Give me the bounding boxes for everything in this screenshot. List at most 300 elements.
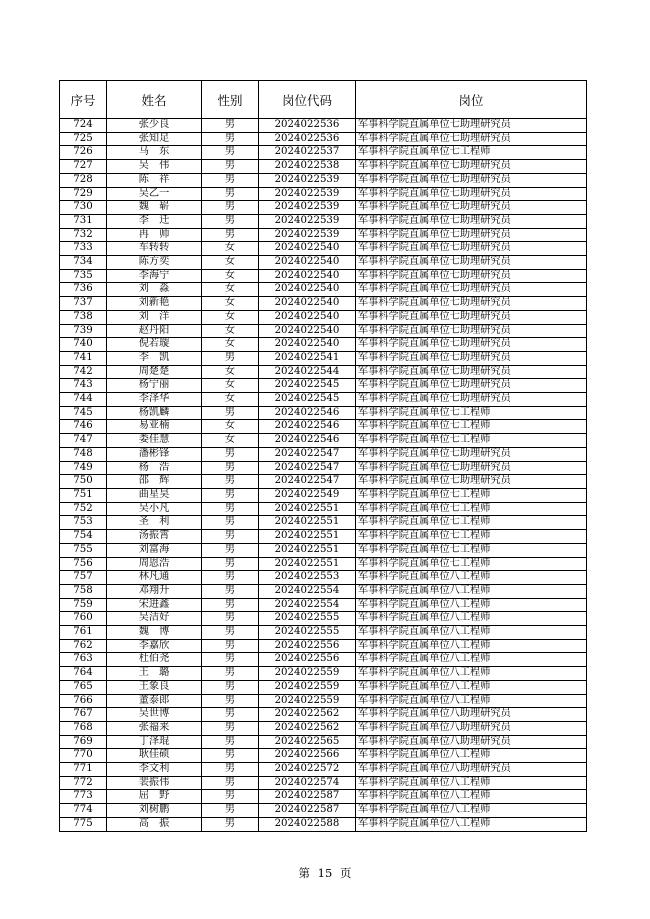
cell-post: 军事科学院直属单位八工程师	[356, 612, 587, 626]
cell-post-code: 2024022536	[259, 132, 356, 146]
table-row	[60, 242, 587, 256]
table-row	[60, 420, 587, 434]
header-row	[60, 81, 587, 119]
cell-index: 775	[60, 817, 107, 831]
cell-name: 李海宁	[107, 269, 202, 283]
cell-post-code: 2024022547	[259, 447, 356, 461]
cell-index: 735	[60, 269, 107, 283]
cell-index: 727	[60, 160, 107, 174]
table-row	[60, 447, 587, 461]
cell-name: 李嘉欣	[107, 639, 202, 653]
cell-name: 刘富海	[107, 543, 202, 557]
cell-post: 军事科学院直属单位七助理研究员	[356, 269, 587, 283]
table-row	[60, 817, 587, 831]
cell-post-code: 2024022566	[259, 749, 356, 763]
cell-name: 刘新艳	[107, 297, 202, 311]
cell-gender: 女	[202, 283, 259, 297]
cell-index: 760	[60, 612, 107, 626]
cell-post-code: 2024022544	[259, 365, 356, 379]
cell-post: 军事科学院直属单位八助理研究员	[356, 708, 587, 722]
cell-post-code: 2024022555	[259, 612, 356, 626]
cell-gender: 女	[202, 338, 259, 352]
cell-index: 769	[60, 735, 107, 749]
cell-post: 军事科学院直属单位七助理研究员	[356, 173, 587, 187]
cell-name: 李 迁	[107, 214, 202, 228]
cell-index: 730	[60, 201, 107, 215]
cell-name: 王象良	[107, 680, 202, 694]
cell-post: 军事科学院直属单位八工程师	[356, 653, 587, 667]
cell-post: 军事科学院直属单位八工程师	[356, 680, 587, 694]
cell-name: 冉 帅	[107, 228, 202, 242]
table-row	[60, 598, 587, 612]
cell-index: 763	[60, 653, 107, 667]
cell-post-code: 2024022556	[259, 639, 356, 653]
cell-post: 军事科学院直属单位七助理研究员	[356, 228, 587, 242]
cell-post: 军事科学院直属单位八工程师	[356, 694, 587, 708]
cell-post: 军事科学院直属单位七助理研究员	[356, 310, 587, 324]
cell-index: 759	[60, 598, 107, 612]
cell-name: 李 凯	[107, 351, 202, 365]
table-row	[60, 516, 587, 530]
cell-name: 刘 洋	[107, 310, 202, 324]
table-row	[60, 160, 587, 174]
table-row	[60, 132, 587, 146]
cell-post: 军事科学院直属单位八助理研究员	[356, 735, 587, 749]
cell-index: 752	[60, 502, 107, 516]
cell-post-code: 2024022538	[259, 160, 356, 174]
table-row	[60, 694, 587, 708]
cell-gender: 男	[202, 132, 259, 146]
cell-post-code: 2024022551	[259, 557, 356, 571]
cell-gender: 男	[202, 488, 259, 502]
table-row	[60, 530, 587, 544]
table-row	[60, 488, 587, 502]
cell-gender: 男	[202, 160, 259, 174]
table-row	[60, 146, 587, 160]
cell-gender: 女	[202, 365, 259, 379]
cell-post-code: 2024022539	[259, 228, 356, 242]
table-row	[60, 475, 587, 489]
cell-gender: 男	[202, 804, 259, 818]
cell-post-code: 2024022551	[259, 543, 356, 557]
cell-name: 裴振伟	[107, 776, 202, 790]
cell-name: 高 振	[107, 817, 202, 831]
cell-index: 725	[60, 132, 107, 146]
cell-post: 军事科学院直属单位七助理研究员	[356, 132, 587, 146]
cell-gender: 男	[202, 447, 259, 461]
cell-post-code: 2024022545	[259, 393, 356, 407]
cell-gender: 男	[202, 406, 259, 420]
cell-post: 军事科学院直属单位八助理研究员	[356, 763, 587, 777]
table-row	[60, 626, 587, 640]
cell-post: 军事科学院直属单位七助理研究员	[356, 242, 587, 256]
table-row	[60, 338, 587, 352]
cell-name: 娄佳慧	[107, 434, 202, 448]
cell-name: 张少良	[107, 119, 202, 133]
cell-post-code: 2024022540	[259, 324, 356, 338]
table-row	[60, 502, 587, 516]
cell-index: 740	[60, 338, 107, 352]
cell-post-code: 2024022588	[259, 817, 356, 831]
table-row	[60, 612, 587, 626]
cell-gender: 男	[202, 461, 259, 475]
cell-index: 746	[60, 420, 107, 434]
cell-post-code: 2024022540	[259, 310, 356, 324]
cell-name: 杨凯麟	[107, 406, 202, 420]
cell-post-code: 2024022556	[259, 653, 356, 667]
cell-post: 军事科学院直属单位八工程师	[356, 817, 587, 831]
cell-index: 745	[60, 406, 107, 420]
cell-post: 军事科学院直属单位八工程师	[356, 639, 587, 653]
cell-name: 魏 崭	[107, 201, 202, 215]
cell-post-code: 2024022540	[259, 242, 356, 256]
cell-index: 768	[60, 721, 107, 735]
cell-name: 周恩浩	[107, 557, 202, 571]
table-row	[60, 461, 587, 475]
cell-post-code: 2024022551	[259, 516, 356, 530]
cell-gender: 女	[202, 256, 259, 270]
cell-post: 军事科学院直属单位七工程师	[356, 146, 587, 160]
cell-post: 军事科学院直属单位七助理研究员	[356, 393, 587, 407]
cell-index: 734	[60, 256, 107, 270]
cell-name: 张福来	[107, 721, 202, 735]
cell-name: 汤振霄	[107, 530, 202, 544]
cell-gender: 女	[202, 324, 259, 338]
table-row	[60, 735, 587, 749]
cell-index: 773	[60, 790, 107, 804]
table-row	[60, 228, 587, 242]
cell-post-code: 2024022540	[259, 297, 356, 311]
cell-gender: 男	[202, 557, 259, 571]
table-row	[60, 201, 587, 215]
cell-post: 军事科学院直属单位八工程师	[356, 790, 587, 804]
cell-name: 陈方奕	[107, 256, 202, 270]
cell-index: 736	[60, 283, 107, 297]
cell-index: 753	[60, 516, 107, 530]
cell-gender: 男	[202, 735, 259, 749]
cell-post-code: 2024022547	[259, 461, 356, 475]
cell-index: 774	[60, 804, 107, 818]
cell-index: 747	[60, 434, 107, 448]
cell-post: 军事科学院直属单位七工程师	[356, 543, 587, 557]
cell-index: 765	[60, 680, 107, 694]
cell-gender: 男	[202, 351, 259, 365]
cell-index: 743	[60, 379, 107, 393]
cell-name: 易亚楠	[107, 420, 202, 434]
cell-gender: 男	[202, 653, 259, 667]
table-row	[60, 119, 587, 133]
cell-post: 军事科学院直属单位八工程师	[356, 598, 587, 612]
cell-post-code: 2024022541	[259, 351, 356, 365]
cell-index: 726	[60, 146, 107, 160]
table-row	[60, 406, 587, 420]
table-row	[60, 379, 587, 393]
cell-name: 赵丹阳	[107, 324, 202, 338]
cell-gender: 男	[202, 228, 259, 242]
table-row	[60, 763, 587, 777]
table-row	[60, 776, 587, 790]
cell-post-code: 2024022540	[259, 256, 356, 270]
cell-post: 军事科学院直属单位七助理研究员	[356, 338, 587, 352]
cell-index: 754	[60, 530, 107, 544]
cell-post: 军事科学院直属单位七助理研究员	[356, 351, 587, 365]
cell-index: 738	[60, 310, 107, 324]
cell-gender: 女	[202, 379, 259, 393]
header-post: 岗位	[356, 81, 587, 119]
cell-post-code: 2024022540	[259, 338, 356, 352]
cell-post: 军事科学院直属单位七助理研究员	[356, 201, 587, 215]
cell-index: 770	[60, 749, 107, 763]
cell-index: 766	[60, 694, 107, 708]
cell-gender: 男	[202, 475, 259, 489]
cell-index: 751	[60, 488, 107, 502]
cell-name: 周楚楚	[107, 365, 202, 379]
cell-name: 丁泽琨	[107, 735, 202, 749]
cell-post-code: 2024022587	[259, 804, 356, 818]
cell-post-code: 2024022539	[259, 187, 356, 201]
cell-name: 杜伯尧	[107, 653, 202, 667]
cell-post-code: 2024022547	[259, 475, 356, 489]
table-row	[60, 708, 587, 722]
cell-post: 军事科学院直属单位八工程师	[356, 667, 587, 681]
table-row	[60, 256, 587, 270]
cell-gender: 男	[202, 749, 259, 763]
cell-name: 杨 浩	[107, 461, 202, 475]
table-row	[60, 653, 587, 667]
cell-index: 750	[60, 475, 107, 489]
table-body	[60, 119, 587, 832]
cell-post-code: 2024022559	[259, 667, 356, 681]
cell-name: 宋进鑫	[107, 598, 202, 612]
cell-post: 军事科学院直属单位七助理研究员	[356, 297, 587, 311]
cell-index: 761	[60, 626, 107, 640]
cell-gender: 男	[202, 516, 259, 530]
cell-name: 圣 利	[107, 516, 202, 530]
cell-name: 李文利	[107, 763, 202, 777]
cell-name: 董泰郎	[107, 694, 202, 708]
cell-gender: 女	[202, 242, 259, 256]
cell-post: 军事科学院直属单位七工程师	[356, 557, 587, 571]
cell-name: 邓翔升	[107, 584, 202, 598]
cell-gender: 男	[202, 639, 259, 653]
table-row	[60, 639, 587, 653]
table-row	[60, 543, 587, 557]
cell-post: 军事科学院直属单位七助理研究员	[356, 475, 587, 489]
cell-gender: 女	[202, 393, 259, 407]
cell-index: 741	[60, 351, 107, 365]
roster-table	[59, 80, 587, 832]
cell-post-code: 2024022572	[259, 763, 356, 777]
cell-gender: 男	[202, 763, 259, 777]
cell-gender: 男	[202, 598, 259, 612]
cell-gender: 男	[202, 543, 259, 557]
cell-gender: 男	[202, 790, 259, 804]
header-post-code: 岗位代码	[259, 81, 356, 119]
cell-post: 军事科学院直属单位八工程师	[356, 804, 587, 818]
cell-gender: 女	[202, 310, 259, 324]
header-gender: 性别	[202, 81, 259, 119]
cell-index: 756	[60, 557, 107, 571]
cell-index: 744	[60, 393, 107, 407]
cell-name: 马 东	[107, 146, 202, 160]
cell-post-code: 2024022562	[259, 721, 356, 735]
cell-index: 724	[60, 119, 107, 133]
cell-gender: 男	[202, 119, 259, 133]
cell-index: 749	[60, 461, 107, 475]
page-number: 第 15 页	[298, 866, 352, 880]
cell-index: 748	[60, 447, 107, 461]
cell-post-code: 2024022554	[259, 584, 356, 598]
cell-gender: 男	[202, 201, 259, 215]
cell-post: 军事科学院直属单位七工程师	[356, 516, 587, 530]
cell-post-code: 2024022553	[259, 571, 356, 585]
cell-index: 739	[60, 324, 107, 338]
cell-name: 魏 博	[107, 626, 202, 640]
table-row	[60, 667, 587, 681]
cell-name: 屈 野	[107, 790, 202, 804]
cell-index: 742	[60, 365, 107, 379]
cell-name: 杨宁丽	[107, 379, 202, 393]
cell-gender: 女	[202, 434, 259, 448]
cell-post-code: 2024022540	[259, 269, 356, 283]
cell-gender: 男	[202, 626, 259, 640]
cell-index: 772	[60, 776, 107, 790]
cell-post: 军事科学院直属单位八助理研究员	[356, 721, 587, 735]
cell-name: 陈 祥	[107, 173, 202, 187]
table-row	[60, 721, 587, 735]
cell-post-code: 2024022546	[259, 406, 356, 420]
cell-post: 军事科学院直属单位八工程师	[356, 626, 587, 640]
table-row	[60, 680, 587, 694]
cell-gender: 男	[202, 817, 259, 831]
cell-name: 潘彬锋	[107, 447, 202, 461]
cell-gender: 男	[202, 680, 259, 694]
cell-gender: 男	[202, 530, 259, 544]
cell-post: 军事科学院直属单位七助理研究员	[356, 324, 587, 338]
cell-post: 军事科学院直属单位七工程师	[356, 530, 587, 544]
table-row	[60, 310, 587, 324]
cell-post-code: 2024022545	[259, 379, 356, 393]
cell-name: 林凡通	[107, 571, 202, 585]
cell-name: 刘树鹏	[107, 804, 202, 818]
table-row	[60, 571, 587, 585]
cell-post: 军事科学院直属单位八工程师	[356, 776, 587, 790]
table-row	[60, 749, 587, 763]
cell-post: 军事科学院直属单位七助理研究员	[356, 214, 587, 228]
cell-post: 军事科学院直属单位八工程师	[356, 749, 587, 763]
cell-post-code: 2024022559	[259, 694, 356, 708]
cell-post: 军事科学院直属单位七工程师	[356, 406, 587, 420]
cell-post-code: 2024022540	[259, 283, 356, 297]
cell-gender: 男	[202, 214, 259, 228]
cell-post-code: 2024022555	[259, 626, 356, 640]
cell-gender: 女	[202, 297, 259, 311]
cell-gender: 男	[202, 146, 259, 160]
cell-index: 757	[60, 571, 107, 585]
cell-post: 军事科学院直属单位八工程师	[356, 584, 587, 598]
cell-gender: 男	[202, 721, 259, 735]
cell-name: 刘 淼	[107, 283, 202, 297]
table-row	[60, 297, 587, 311]
cell-post-code: 2024022537	[259, 146, 356, 160]
cell-post: 军事科学院直属单位七助理研究员	[356, 365, 587, 379]
cell-post: 军事科学院直属单位七助理研究员	[356, 283, 587, 297]
cell-post: 军事科学院直属单位七助理研究员	[356, 187, 587, 201]
table-row	[60, 393, 587, 407]
cell-post-code: 2024022539	[259, 173, 356, 187]
cell-post: 军事科学院直属单位七助理研究员	[356, 160, 587, 174]
cell-index: 755	[60, 543, 107, 557]
cell-post-code: 2024022539	[259, 214, 356, 228]
cell-post: 军事科学院直属单位八工程师	[356, 571, 587, 585]
table-row	[60, 269, 587, 283]
table-row	[60, 790, 587, 804]
cell-post-code: 2024022551	[259, 530, 356, 544]
cell-post-code: 2024022551	[259, 502, 356, 516]
cell-index: 762	[60, 639, 107, 653]
cell-post-code: 2024022539	[259, 201, 356, 215]
cell-post: 军事科学院直属单位七助理研究员	[356, 256, 587, 270]
table-row	[60, 434, 587, 448]
cell-index: 729	[60, 187, 107, 201]
table-row	[60, 324, 587, 338]
cell-post-code: 2024022554	[259, 598, 356, 612]
cell-index: 764	[60, 667, 107, 681]
cell-index: 732	[60, 228, 107, 242]
cell-post-code: 2024022559	[259, 680, 356, 694]
cell-gender: 男	[202, 667, 259, 681]
cell-post-code: 2024022546	[259, 420, 356, 434]
cell-name: 吴乙一	[107, 187, 202, 201]
cell-gender: 男	[202, 612, 259, 626]
cell-post: 军事科学院直属单位七助理研究员	[356, 447, 587, 461]
cell-post-code: 2024022562	[259, 708, 356, 722]
cell-gender: 男	[202, 502, 259, 516]
cell-name: 邵 辉	[107, 475, 202, 489]
cell-gender: 女	[202, 420, 259, 434]
cell-post: 军事科学院直属单位七工程师	[356, 434, 587, 448]
table-row	[60, 584, 587, 598]
table-row	[60, 283, 587, 297]
cell-gender: 男	[202, 173, 259, 187]
cell-name: 李泽华	[107, 393, 202, 407]
cell-index: 737	[60, 297, 107, 311]
cell-post-code: 2024022536	[259, 119, 356, 133]
cell-gender: 男	[202, 187, 259, 201]
cell-name: 吴洁好	[107, 612, 202, 626]
cell-name: 吴小凡	[107, 502, 202, 516]
table-row	[60, 214, 587, 228]
table-row	[60, 173, 587, 187]
cell-gender: 男	[202, 776, 259, 790]
cell-gender: 男	[202, 694, 259, 708]
cell-post: 军事科学院直属单位七助理研究员	[356, 119, 587, 133]
cell-post: 军事科学院直属单位七工程师	[356, 420, 587, 434]
cell-index: 731	[60, 214, 107, 228]
cell-name: 倪若璇	[107, 338, 202, 352]
table-row	[60, 804, 587, 818]
table-row	[60, 187, 587, 201]
cell-gender: 男	[202, 584, 259, 598]
header-index: 序号	[60, 81, 107, 119]
cell-gender: 男	[202, 571, 259, 585]
cell-post: 军事科学院直属单位七助理研究员	[356, 379, 587, 393]
table-row	[60, 557, 587, 571]
cell-post: 军事科学院直属单位七助理研究员	[356, 461, 587, 475]
cell-name: 曲星昊	[107, 488, 202, 502]
table-row	[60, 351, 587, 365]
cell-index: 767	[60, 708, 107, 722]
